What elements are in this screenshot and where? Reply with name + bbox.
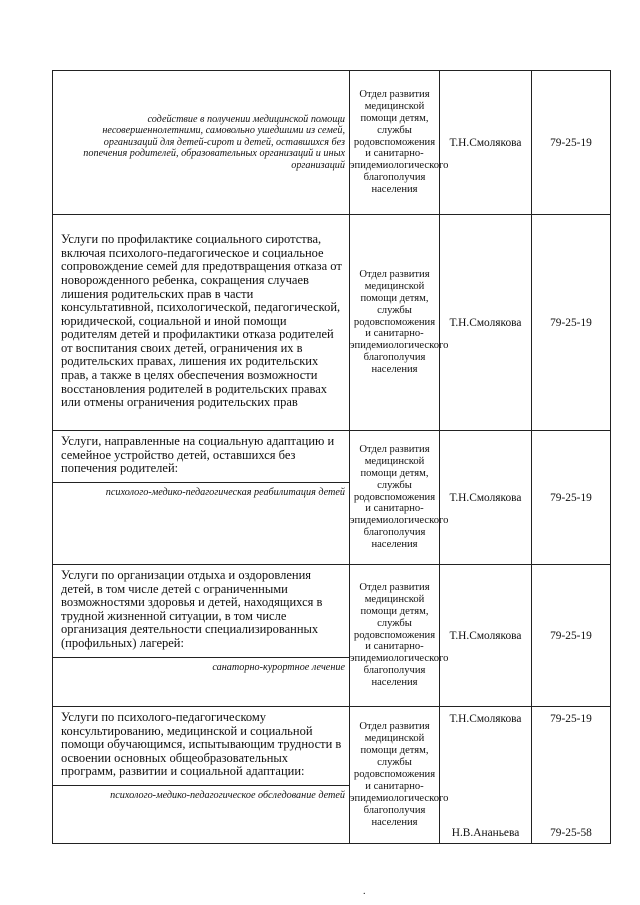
department-cell: Отдел развития медицинской помощи детям, службы родовспоможения и санитарно-эпидемиологического благополучия населения xyxy=(350,431,440,565)
service-subitem: санаторно-курортное лечение xyxy=(53,657,349,680)
table-row xyxy=(53,707,611,844)
service-subitem: содействие в получении медицинской помощи несовершеннолетними, самовольно ушедшими из семей, организаций для детей-сирот и детей, оставшихся без попечения родителей, образовательных организаций и иных организаций xyxy=(83,113,345,171)
phone-number-secondary: 79-25-58 xyxy=(550,827,592,839)
footer-mark: . xyxy=(363,886,366,897)
responsible-cell: Т.Н.Смолякова xyxy=(440,565,532,707)
responsible-name: Т.Н.Смолякова xyxy=(449,713,522,725)
service-subitem: психолого-медико-педагогическое обследование детей xyxy=(53,785,349,808)
services-table xyxy=(52,70,611,844)
service-title: Услуги по организации отдыха и оздоровления детей, в том числе детей с ограниченными возможностями здоровья и детей, находящихся в трудной жизненной ситуации, в том числе организация деятельности специализированных (профильных) лагерей: xyxy=(61,568,323,650)
responsible-cell xyxy=(440,707,532,844)
service-cell xyxy=(53,431,350,565)
phone-number: 79-25-19 xyxy=(550,713,592,725)
responsible-cell: Т.Н.Смолякова xyxy=(440,71,532,215)
table-row xyxy=(53,431,611,565)
service-cell xyxy=(53,707,350,844)
responsible-name-secondary: Н.В.Ананьева xyxy=(451,827,520,839)
phone-cell xyxy=(532,707,611,844)
department-cell: Отдел развития медицинской помощи детям, службы родовспоможения и санитарно-эпидемиологического благополучия населения xyxy=(350,565,440,707)
phone-cell: 79-25-19 xyxy=(532,565,611,707)
department-cell: Отдел развития медицинской помощи детям, службы родовспоможения и санитарно-эпидемиологического благополучия населения xyxy=(350,71,440,215)
responsible-cell: Т.Н.Смолякова xyxy=(440,431,532,565)
table-row xyxy=(53,71,611,215)
service-cell xyxy=(53,565,350,707)
service-title: Услуги по психолого-педагогическому консультированию, медицинской и социальной помощи обучающимся, испытывающим трудности в освоении основных общеобразовательных программ, развитии и социальной адаптации: xyxy=(61,710,342,779)
department-cell: Отдел развития медицинской помощи детям, службы родовспоможения и санитарно-эпидемиологического благополучия населения xyxy=(350,215,440,431)
responsible-cell: Т.Н.Смолякова xyxy=(440,215,532,431)
department-cell: Отдел развития медицинской помощи детям, службы родовспоможения и санитарно-эпидемиологического благополучия населения xyxy=(350,707,440,844)
table-row xyxy=(53,215,611,431)
service-cell xyxy=(53,71,350,215)
table-row xyxy=(53,565,611,707)
service-title: Услуги по профилактике социального сиротства, включая психолого-педагогическое и социальное сопровождение семей для предотвращения отказа от новорожденного ребенка, сокращения случаев лишения родительских прав в части консультативной, психологической, педагогической, юридической, социальной и иной помощи родителям детей и профилактики отказа родителей от воспитания своих детей, ограничения их в родительских правах, лишения их родительских прав, а также в целях обеспечения возможности восстановления родителей в родительских правах или отмены ограничения родительских прав xyxy=(61,232,342,410)
phone-cell: 79-25-19 xyxy=(532,215,611,431)
service-subitem: психолого-медико-педагогическая реабилитация детей xyxy=(53,482,349,505)
phone-cell: 79-25-19 xyxy=(532,431,611,565)
service-cell xyxy=(53,215,350,431)
service-title: Услуги, направленные на социальную адаптацию и семейное устройство детей, оставшихся без попечения родителей: xyxy=(61,434,335,476)
phone-cell: 79-25-19 xyxy=(532,71,611,215)
